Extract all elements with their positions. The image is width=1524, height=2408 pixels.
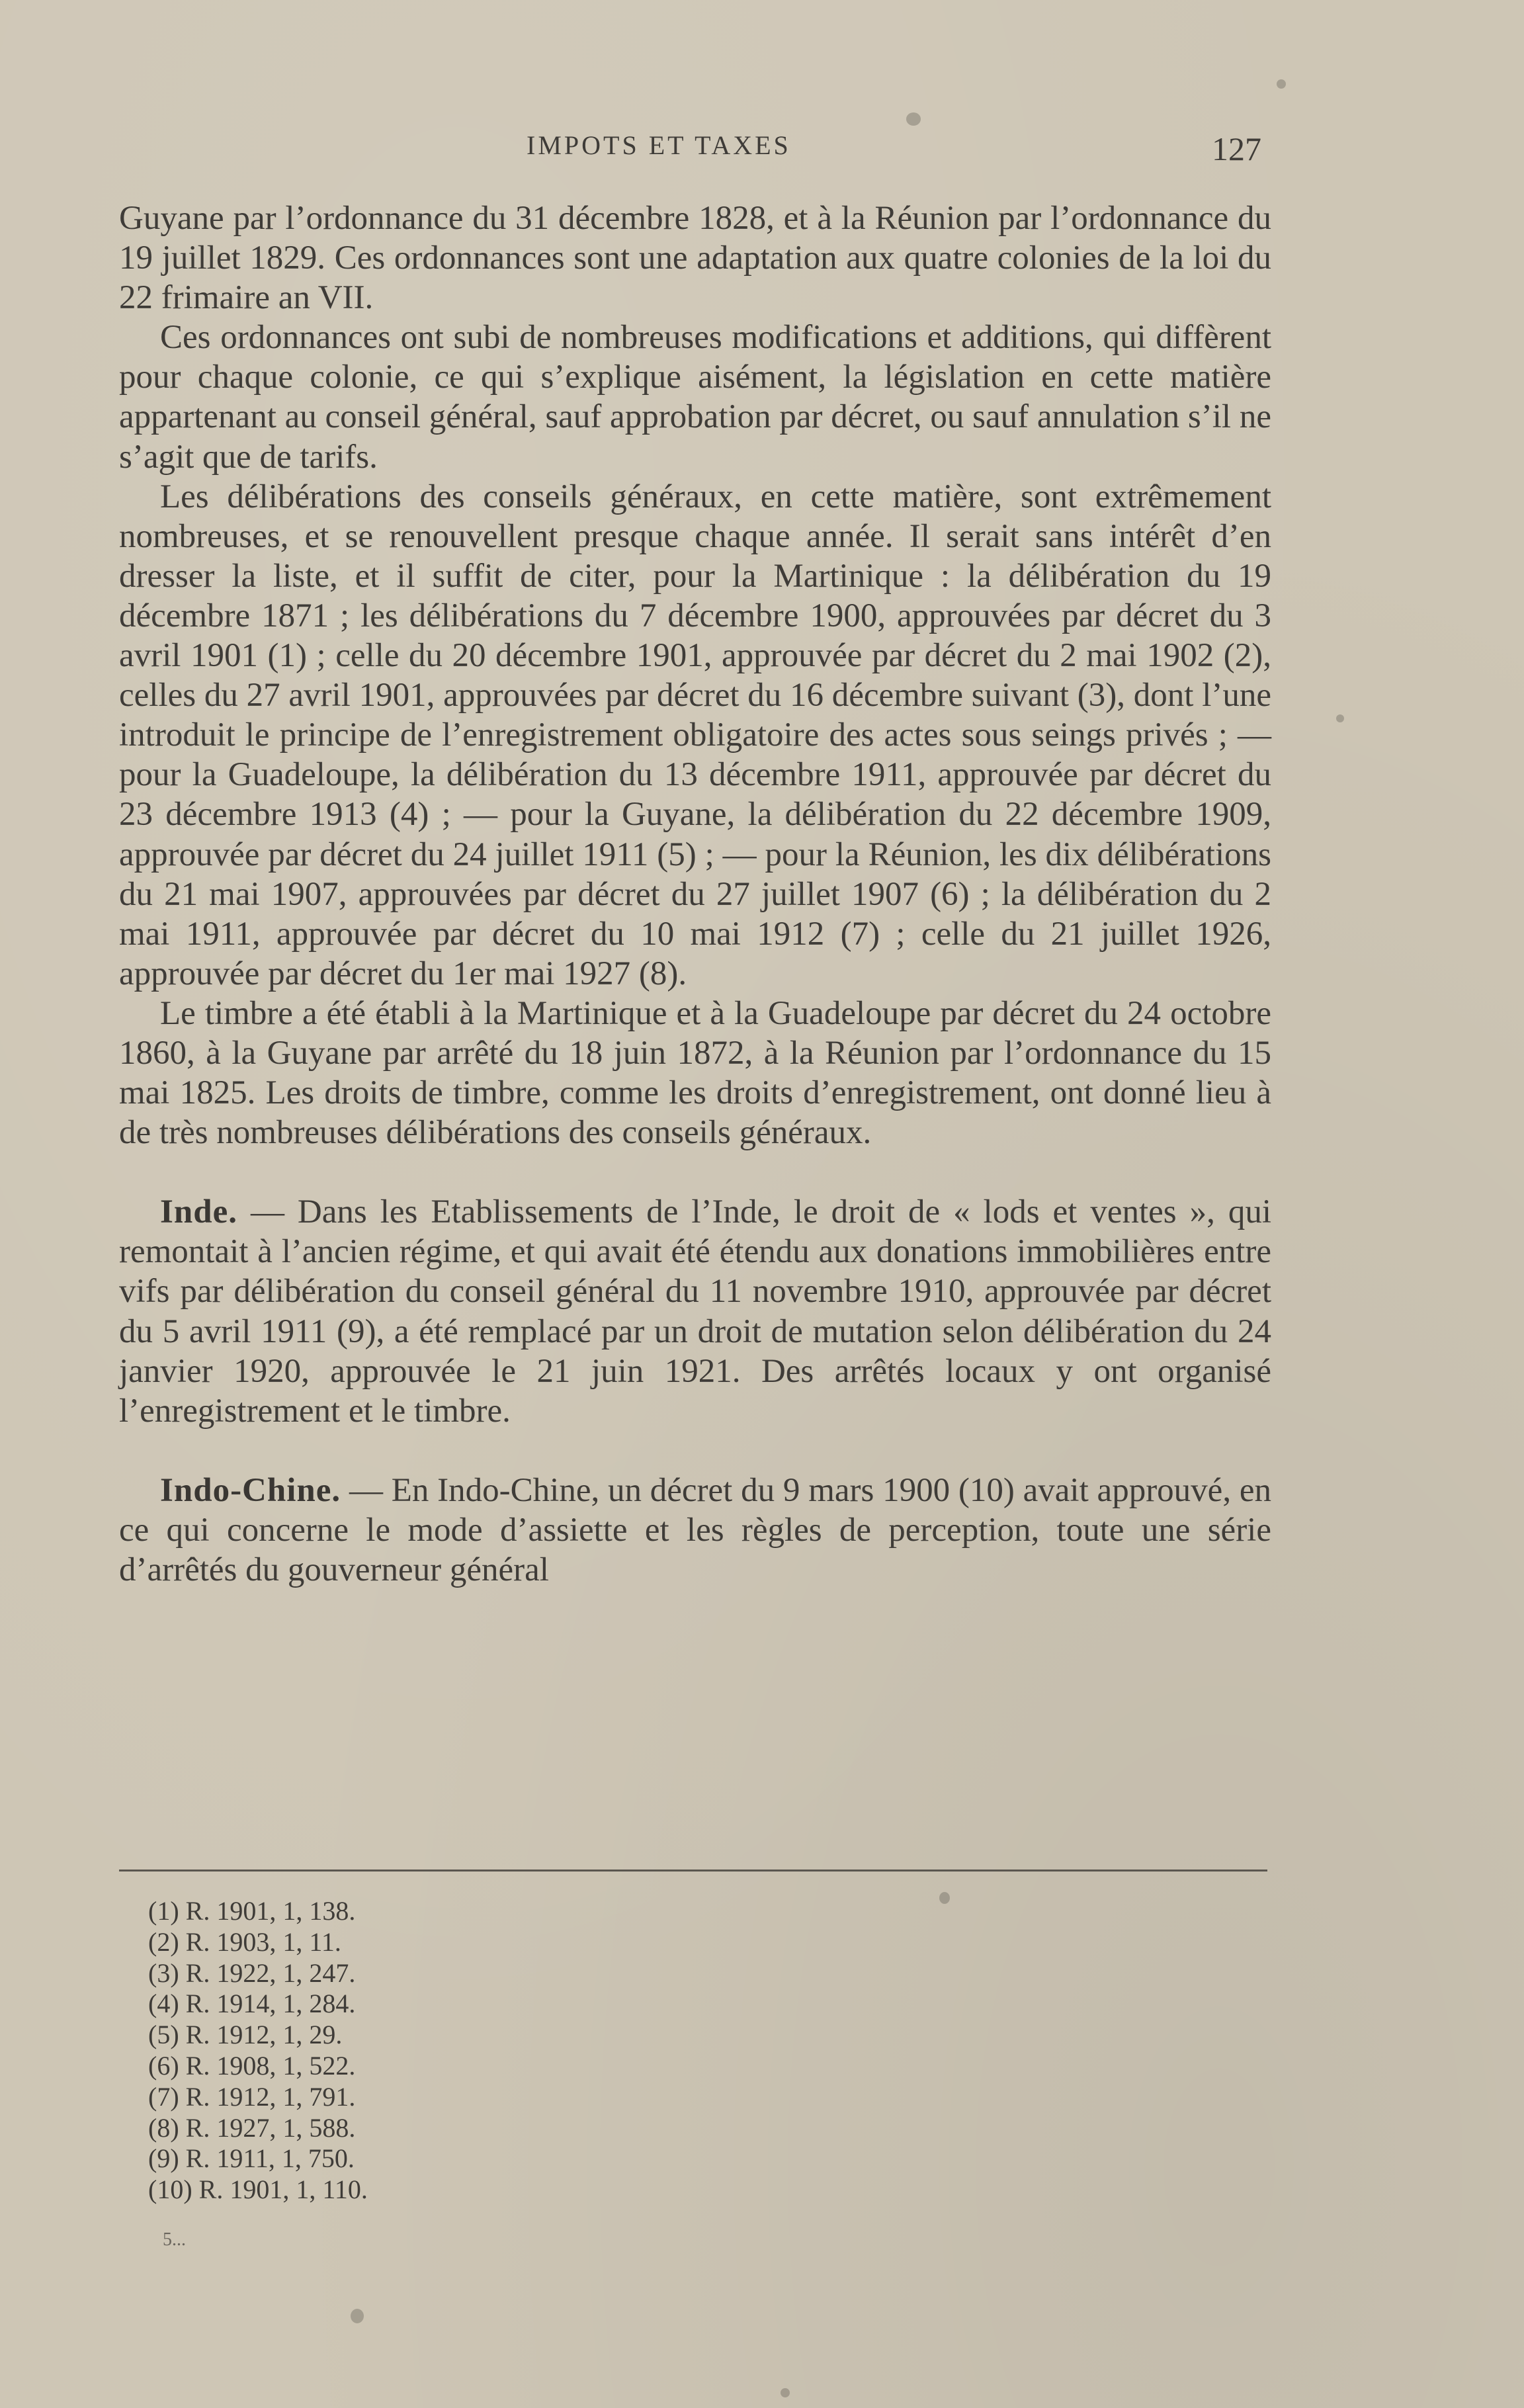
footnote-item: (10) R. 1901, 1, 110. <box>148 2174 368 2205</box>
body-text <box>119 198 1271 1590</box>
section-indochine <box>119 1471 1271 1590</box>
section-heading-inde: Inde. <box>160 1193 237 1231</box>
footnote-divider <box>119 1870 1267 1871</box>
footnotes-list <box>148 1896 368 2206</box>
paper-speck <box>1277 79 1286 89</box>
paragraph-deliberations: Les délibérations des conseils généraux, en cette matière, sont extrêmement nombreuses, et se renouvellent presque chaque année. Il serait sans intérêt d’en dresser la liste, et il suffit de citer, pour la Martinique : la délibération du 19 décembre 1871 ; les délibérations du 7 décembre 1900, approuvées par décret du 3 avril 1901 (1) ; celle du 20 décembre 1901, approuvée par décret du 2 mai 1902 (2), celles du 27 avril 1901, approuvées par décret du 16 décembre suivant (3), dont l’une introduit le principe de l’enregistrement obligatoire des actes sous seings privés ; — pour la Guadeloupe, la délibération du 13 décembre 1911, approuvée par décret du 23 décembre 1913 (4) ; — pour la Guyane, la délibération du 22 décembre 1909, approuvée par décret du 24 juillet 1911 (5) ; — pour la Réunion, les dix délibérations du 21 mai 1907, approuvées par décret du 27 juillet 1907 (6) ; la délibération du 2 mai 1911, approuvée par décret du 10 mai 1912 (7) ; celle du 21 juillet 1926, approuvée par décret du 1er mai 1927 (8). <box>119 478 1271 992</box>
running-title: IMPOTS ET TAXES <box>527 130 791 160</box>
footnote-item: (9) R. 1911, 1, 750. <box>148 2143 355 2174</box>
paper-speck <box>1336 714 1344 722</box>
paragraph-timbre: Le timbre a été établi à la Martinique et à la Guadeloupe par décret du 24 octobre 1860, à la Guyane par arrêté du 18 juin 1872, à la Réunion par l’ordonnance du 15 mai 1825. Les droits de timbre, comme les droits d’enregistrement, ont donné lieu à de très nombreuses délibérations des conseils généraux. <box>119 994 1271 1152</box>
paper-speck <box>939 1892 950 1904</box>
section-inde <box>119 1192 1271 1431</box>
section-heading-indochine: Indo-Chine. <box>160 1471 341 1509</box>
footnote-item: (6) R. 1908, 1, 522. <box>148 2050 356 2081</box>
section-text-indochine: — En Indo-Chine, un décret du 9 mars 1900 (10) avait approuvé, en ce qui concerne le mode d’assiette et les règles de perception, toute une série d’arrêtés du gouverneur général <box>119 1471 1271 1588</box>
footnote-item: (7) R. 1912, 1, 791. <box>148 2081 356 2112</box>
footnote-item: (2) R. 1903, 1, 11. <box>148 1926 341 1957</box>
page-number: 127 <box>1212 130 1261 167</box>
footnote-item: (1) R. 1901, 1, 138. <box>148 1896 356 1926</box>
paper-speck <box>351 2309 364 2323</box>
paragraph-modifications: Ces ordonnances ont subi de nombreuses modifications et additions, qui diffèrent pour chaque colonie, ce qui s’explique aisément, la législation en cette matière appartenant au conseil général, sauf approbation par décret, ou sauf annulation s’il ne s’agit que de tarifs. <box>119 319 1271 476</box>
footnote-item: (5) R. 1912, 1, 29. <box>148 2020 343 2050</box>
paper-speck <box>781 2388 790 2397</box>
footnote-item: (8) R. 1927, 1, 588. <box>148 2112 356 2143</box>
paper-speck <box>906 112 921 126</box>
paragraph-guyane-reunion: Guyane par l’ordonnance du 31 décembre 1828, et à la Réunion par l’ordonnance du 19 juillet 1829. Ces ordonnances sont une adaptation aux quatre colonies de la loi du 22 frimaire an VII. <box>119 200 1271 317</box>
signature-mark: 5... <box>163 2229 186 2250</box>
footnote-item: (3) R. 1922, 1, 247. <box>148 1957 356 1988</box>
section-text-inde: — Dans les Etablissements de l’Inde, le droit de « lods et ventes », qui remontait à l’ancien régime, et qui avait été étendu aux donations immobilières entre vifs par délibération du conseil général du 11 novembre 1910, approuvée par décret du 5 avril 1911 (9), a été remplacé par un droit de mutation selon délibération du 24 janvier 1920, approuvée le 21 juin 1921. Des arrêtés locaux y ont organisé l’enregistrement et le timbre. <box>119 1193 1271 1430</box>
footnote-item: (4) R. 1914, 1, 284. <box>148 1989 356 2019</box>
